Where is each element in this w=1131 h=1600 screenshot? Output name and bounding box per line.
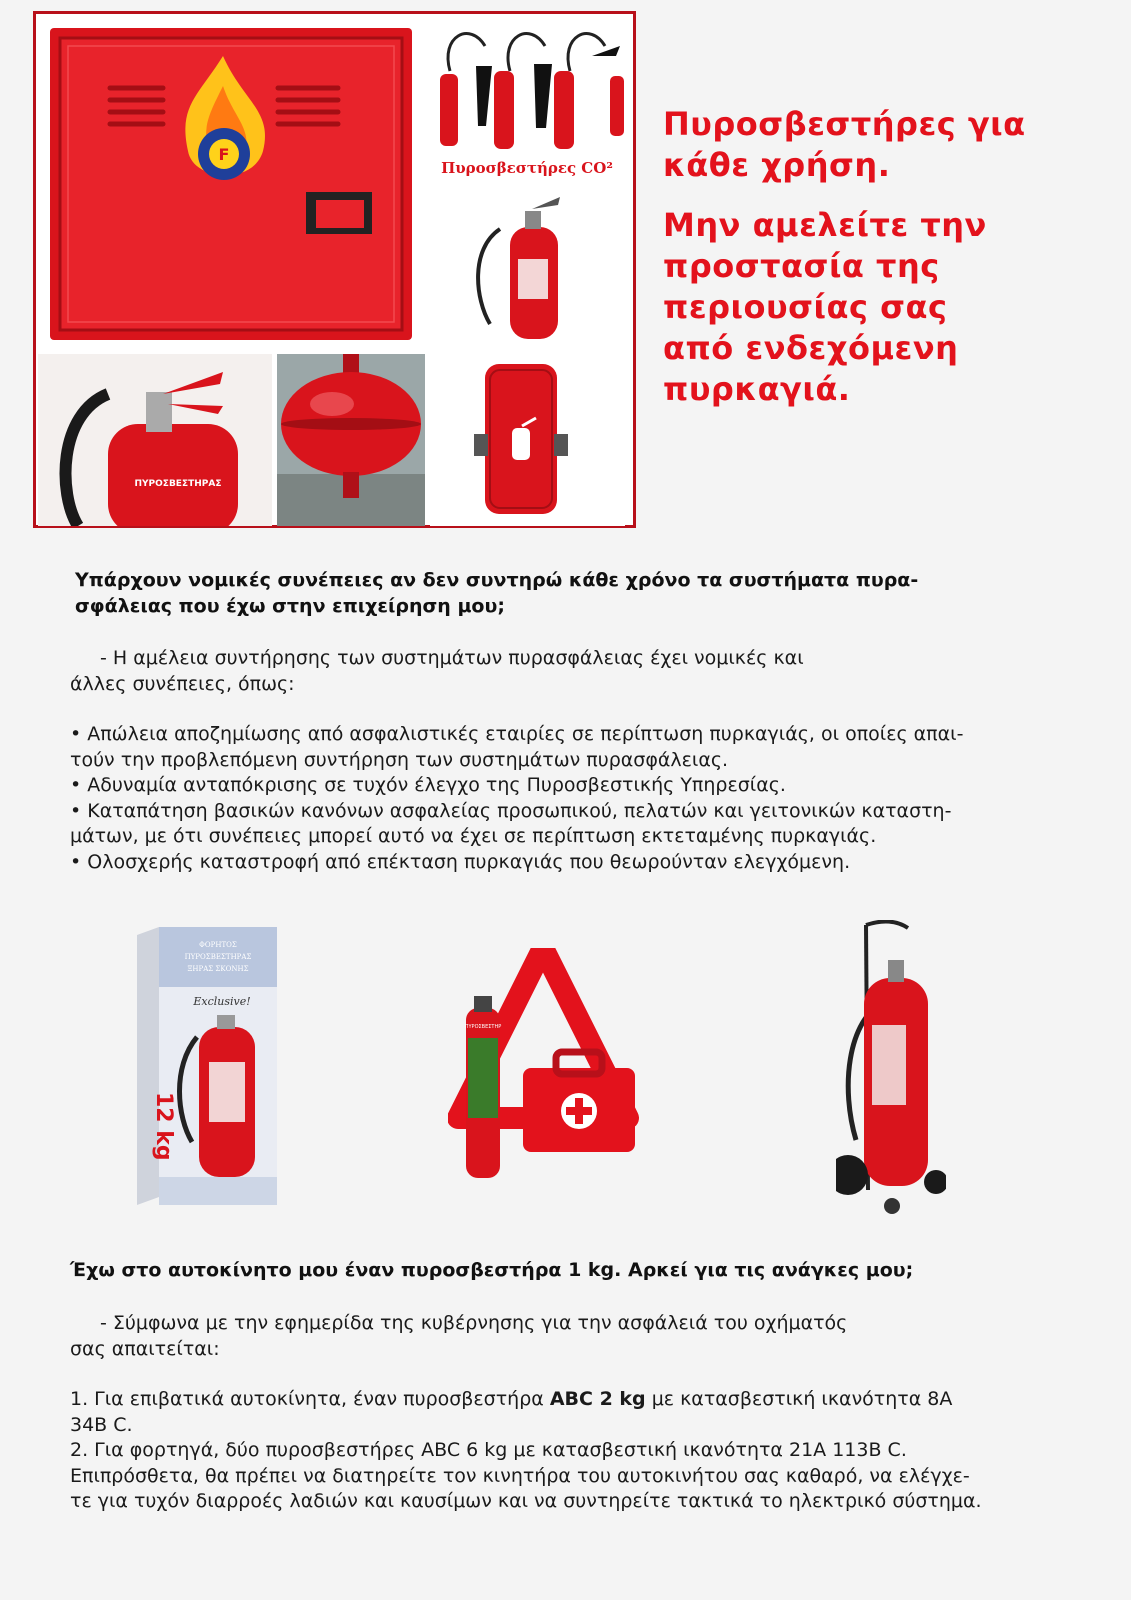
- section2-intro-line-1: - Σύμφωνα με την εφημερίδα της κυβέρνησης για την ασφάλειά του οχήματός: [100, 1312, 848, 1334]
- portable-extinguisher-image: [430, 189, 625, 349]
- headline-line-2: κάθε χρήση.: [663, 146, 891, 184]
- headline-line-5: περιουσίας σας: [663, 288, 948, 326]
- product-photos: [0, 920, 1131, 1220]
- car-case-extinguisher-image: [430, 354, 625, 526]
- section1-bullets: [70, 722, 963, 875]
- bullet-1-line-2: τούν την προβλεπόμενη συντήρηση των συστημάτων πυρασφάλειας.: [70, 748, 729, 771]
- list-item-1-line-1: [70, 1387, 982, 1413]
- section1-intro-line-2: άλλες συνέπειες, όπως:: [70, 672, 295, 695]
- box-size-label: 12 kg: [151, 1092, 176, 1161]
- co2-extinguishers-image: [430, 16, 625, 184]
- box-text-1: ΦΟΡΗΤΟΣ: [199, 941, 237, 949]
- box-text-2: ΠΥΡΟΣΒΕΣΤΗΡΑΣ: [184, 953, 252, 961]
- bullet-3-line-2: μάτων, με ότι συνέπειες μπορεί αυτό να έχει σε περίπτωση εκτεταμένης πυρκαγιάς.: [70, 825, 877, 847]
- car-extinguisher-label: ΠΥΡΟΣΒΕΣΤΗΡ: [464, 1024, 502, 1030]
- section2-intro: [70, 1311, 847, 1362]
- box-text-3: ΞΗΡΑΣ ΣΚΟΝΗΣ: [187, 965, 249, 973]
- section2-list: [70, 1387, 982, 1515]
- extra-line-1: Επιπρόσθετα, θα πρέπει να διατηρείτε τον κινητήρα του αυτοκινήτου σας καθαρό, να ελέγχε-: [70, 1464, 970, 1487]
- fire-cabinet-image: [38, 16, 424, 349]
- list-item-1-bold: ABC 2 kg: [549, 1388, 646, 1410]
- section1-intro-line-1: - Η αμέλεια συντήρησης των συστημάτων πυρασφάλειας έχει νομικές και: [100, 647, 804, 669]
- headline: [663, 104, 1103, 410]
- section2-question-line: Έχω στο αυτοκίνητο μου έναν πυροσβεστήρα 1 kg. Αρκεί για τις ανάγκες μου;: [70, 1259, 914, 1281]
- section1-question-line-2: σφάλειας που έχω στην επιχείρηση μου;: [75, 595, 505, 617]
- list-item-1-pre: 1. Για επιβατικά αυτοκίνητα, έναν πυροσβεστήρα: [70, 1388, 550, 1410]
- boxed-extinguisher-image: [137, 927, 279, 1210]
- car-safety-kit-image: [448, 948, 648, 1178]
- box-script: Exclusive!: [193, 995, 251, 1008]
- list-item-1-line-2: 34B C.: [70, 1413, 133, 1436]
- section2-question: [70, 1257, 913, 1283]
- extra-line-2: τε για τυχόν διαρροές λαδιών και καυσίμων και να συντηρείτε τακτικά το ηλεκτρικό σύστημα.: [70, 1490, 982, 1512]
- bullet-1-line-1: • Απώλεια αποζημίωσης από ασφαλιστικές εταιρίες σε περίπτωση πυρκαγιάς, οι οποίες απαι-: [70, 723, 964, 745]
- bullet-2: • Αδυναμία ανταπόκρισης σε τυχόν έλεγχο της Πυροσβεστικής Υπηρεσίας.: [70, 774, 786, 796]
- headline-line-1: Πυροσβεστήρες για: [663, 105, 1026, 143]
- list-item-2: 2. Για φορτηγά, δύο πυροσβεστήρες ABC 6 kg με κατασβεστική ικανότητα 21A 113B C.: [70, 1439, 907, 1461]
- headline-line-3: Μην αμελείτε την: [663, 206, 987, 244]
- section1-question-line-1: Υπάρχουν νομικές συνέπειες αν δεν συντηρώ κάθε χρόνο τα συστήματα πυρα-: [75, 569, 919, 591]
- headline-line-6: από ενδεχόμενη: [663, 329, 959, 367]
- section2-intro-line-2: σας απαιτείται:: [70, 1337, 220, 1360]
- bullet-4: • Ολοσχερής καταστροφή από επέκταση πυρκαγιάς που θεωρούνταν ελεγχόμενη.: [70, 850, 851, 873]
- automatic-extinguisher-image: [277, 354, 425, 526]
- bullet-3-line-1: • Καταπάτηση βασικών κανόνων ασφαλείας προσωπικού, πελατών και γειτονικών καταστη-: [70, 799, 952, 822]
- hose-extinguisher-image: [38, 354, 272, 526]
- headline-line-4: προστασία της: [663, 247, 940, 285]
- cabinet-logo-letter: F: [218, 145, 230, 164]
- section1-intro: [70, 646, 804, 697]
- headline-line-7: πυρκαγιά.: [663, 370, 851, 408]
- section1-question: [75, 567, 918, 619]
- wheeled-extinguisher-image: [836, 920, 946, 1216]
- product-collage: [33, 11, 636, 528]
- co2-caption: Πυροσβεστήρες CO²: [441, 159, 613, 177]
- hose-extinguisher-label: ΠΥΡΟΣΒΕΣΤΗΡΑΣ: [134, 479, 222, 489]
- list-item-1-post: με κατασβεστική ικανότητα 8A: [645, 1388, 953, 1410]
